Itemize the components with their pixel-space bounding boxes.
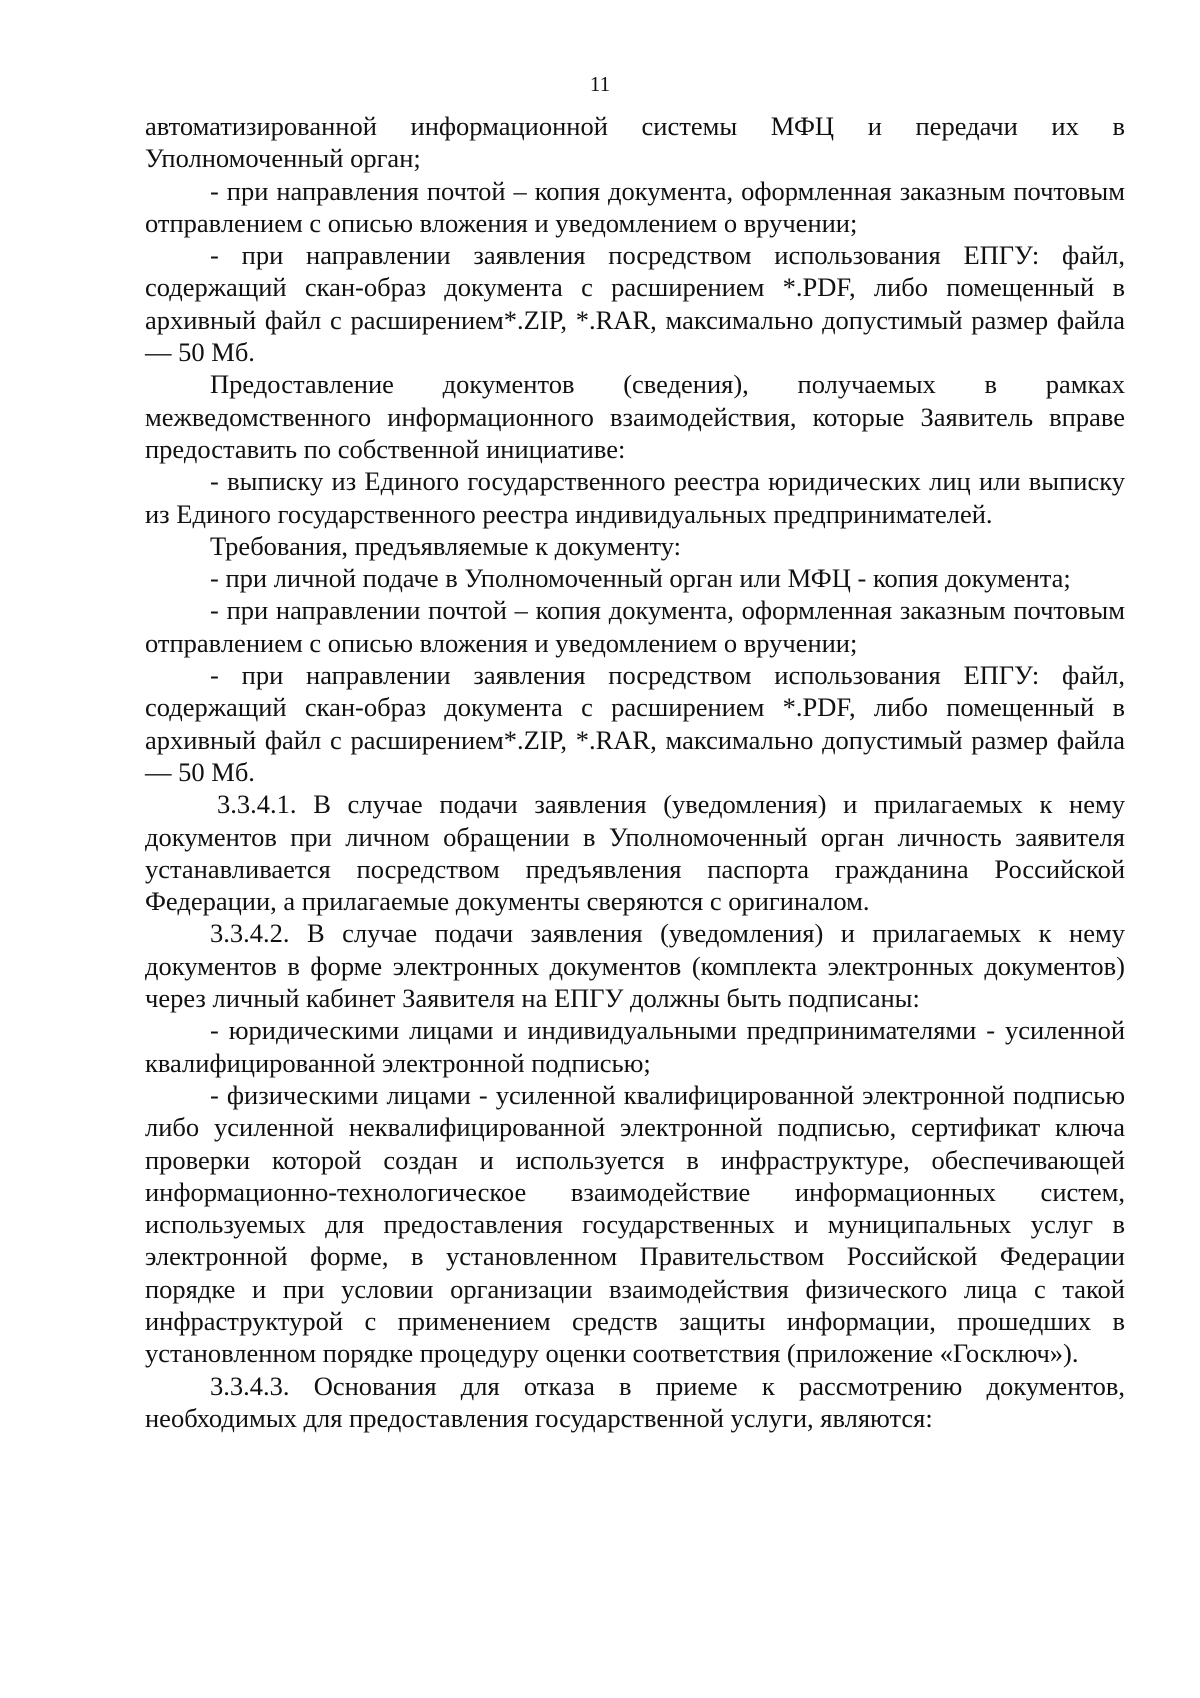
document-body xyxy=(145,110,1125,1434)
paragraph-continuation: автоматизированной информационной системы МФЦ и передачи их в Уполномоченный орган; xyxy=(145,111,1125,174)
paragraph-3-3-4-2: 3.3.4.2. В случае подачи заявления (уведомления) и прилагаемых к нему документов в форме электронных документов (комплекта электронных документов) через личный кабинет Заявителя на ЕПГУ должны быть подписаны: xyxy=(145,918,1125,1014)
paragraph-3-3-4-1: 3.3.4.1. В случае подачи заявления (уведомления) и прилагаемых к нему документов при личном обращении в Уполномоченный орган личность заявителя устанавливается посредством предъявления паспорта гражданина Российской Федерации, а прилагаемые документы сверяются с оригиналом. xyxy=(145,789,1125,917)
paragraph-epgu-file-2: - при направлении заявления посредством использования ЕПГУ: файл, содержащий скан-образ документа с расширением *.PDF, либо помещенный в архивный файл с расширением*.ZIP, *.RAR, максимально допустимый размер файла — 50 Мб. xyxy=(145,660,1125,787)
paragraph-postal-copy-2: - при направлении почтой – копия документа, оформленная заказным почтовым отправлением с описью вложения и уведомлением о вручении; xyxy=(145,595,1125,658)
paragraph-interagency-documents: Предоставление документов (сведения), получаемых в рамках межведомственного информационного взаимодействия, которые Заявитель вправе предоставить по собственной инициативе: xyxy=(145,369,1125,464)
paragraph-epgu-file: - при направлении заявления посредством использования ЕПГУ: файл, содержащий скан-образ документа с расширением *.PDF, либо помещенный в архивный файл с расширением*.ZIP, *.RAR, максимально допустимый размер файла — 50 Мб. xyxy=(145,240,1125,368)
page-number: 11 xyxy=(589,72,611,96)
paragraph-legal-entities-signature: - юридическими лицами и индивидуальными предпринимателями - усиленной квалифицированной электронной подписью; xyxy=(145,1015,1125,1078)
paragraph-document-requirements: Требования, предъявляемые к документу: xyxy=(210,530,682,561)
paragraph-individuals-signature: - физическими лицами - усиленной квалифицированной электронной подписью либо усиленной неквалифицированной электронной подписью, сертификат ключа проверки которой создан и используется в инфраструктуре, обеспечивающей информационно-технологическое взаимодействие информационных систем, используемых для предоставления государственных и муниципальных услуг в электронной форме, в установленном Правительством Российской Федерации порядке и при условии организации взаимодействия физического лица с такой инфраструктурой с применением средств защиты информации, прошедших в установленном порядке процедуру оценки соответствия (приложение «Госключ»). xyxy=(145,1079,1125,1369)
paragraph-registry-extract: - выписку из Единого государственного реестра юридических лиц или выписку из Единого государственного реестра индивидуальных предпринимателей. xyxy=(145,466,1125,529)
paragraph-3-3-4-3: 3.3.4.3. Основания для отказа в приеме к рассмотрению документов, необходимых для предоставления государственной услуги, являются: xyxy=(145,1370,1125,1433)
paragraph-postal-copy: - при направления почтой – копия документа, оформленная заказным почтовым отправлением с описью вложения и уведомлением о вручении; xyxy=(145,175,1125,238)
paragraph-personal-submission: - при личной подаче в Уполномоченный орган или МФЦ - копия документа; xyxy=(210,563,1071,594)
